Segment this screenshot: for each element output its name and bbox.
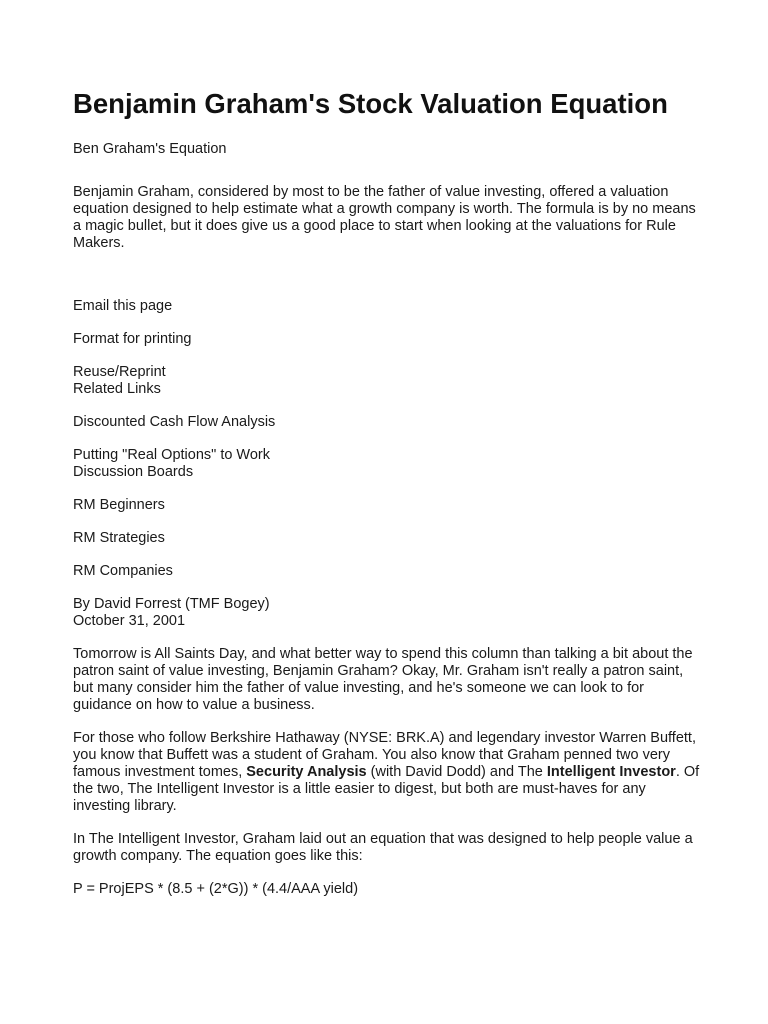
rm-companies-link[interactable]: RM Companies — [73, 563, 173, 579]
page-title: Benjamin Graham's Stock Valuation Equation — [73, 88, 668, 119]
paragraph-2-text-b: (with David Dodd) and The — [366, 764, 547, 780]
paragraph-2 — [73, 730, 703, 815]
spacer — [73, 348, 703, 364]
rm-beginners-link[interactable]: RM Beginners — [73, 497, 165, 513]
article — [73, 88, 703, 898]
author: By David Forrest (TMF Bogey) — [73, 596, 270, 612]
print-format-link[interactable]: Format for printing — [73, 331, 192, 347]
spacer — [73, 481, 703, 497]
rm-strategies-link[interactable]: RM Strategies — [73, 530, 165, 546]
related-links-heading: Related Links — [73, 381, 161, 397]
reuse-reprint-link[interactable]: Reuse/Reprint — [73, 364, 166, 380]
book-title-security-analysis: Security Analysis — [246, 764, 367, 780]
book-title-intelligent-investor: Intelligent Investor — [546, 764, 676, 780]
byline — [73, 596, 703, 630]
sidebar-links — [73, 298, 703, 580]
real-options-link[interactable]: Putting "Real Options" to Work — [73, 447, 271, 463]
discussion-boards-heading: Discussion Boards — [73, 464, 194, 480]
article-intro: Benjamin Graham, considered by most to be the father of value investing, offered a valuation equation designed to help estimate what a growth company is worth. The formula is by no means a magic bullet, but it does give us a good place to start when looking at the valuations for Rule Makers. — [73, 184, 696, 251]
article-subtitle: Ben Graham's Equation — [73, 141, 227, 157]
publish-date: October 31, 2001 — [73, 613, 186, 629]
paragraph-2-text-c: . Of the two, The Intelligent Investor is a little easier to digest, but both are must-haves for any investing library. — [73, 764, 700, 814]
paragraph-1: Tomorrow is All Saints Day, and what better way to spend this column than talking a bit about the patron saint of value investing, Benjamin Graham? Okay, Mr. Graham isn't really a patron saint, but many consider him the father of value investing, and he's someone we can look to for guidance on how to value a business. — [73, 646, 693, 713]
valuation-equation: P = ProjEPS * (8.5 + (2*G)) * (4.4/AAA yield) — [73, 881, 359, 897]
spacer — [73, 315, 703, 331]
paragraph-3: In The Intelligent Investor, Graham laid out an equation that was designed to help people value a growth company. The equation goes like this: — [73, 831, 693, 864]
spacer — [73, 514, 703, 530]
paragraph-2-text-a: For those who follow Berkshire Hathaway (NYSE: BRK.A) and legendary investor Warren Buffett, you know that Buffett was a student of Graham. You also know that Graham penned two very famous investment tomes, — [73, 730, 696, 780]
spacer — [73, 431, 703, 447]
spacer — [73, 547, 703, 563]
email-page-link[interactable]: Email this page — [73, 298, 173, 314]
dcf-analysis-link[interactable]: Discounted Cash Flow Analysis — [73, 414, 276, 430]
spacer — [73, 398, 703, 414]
